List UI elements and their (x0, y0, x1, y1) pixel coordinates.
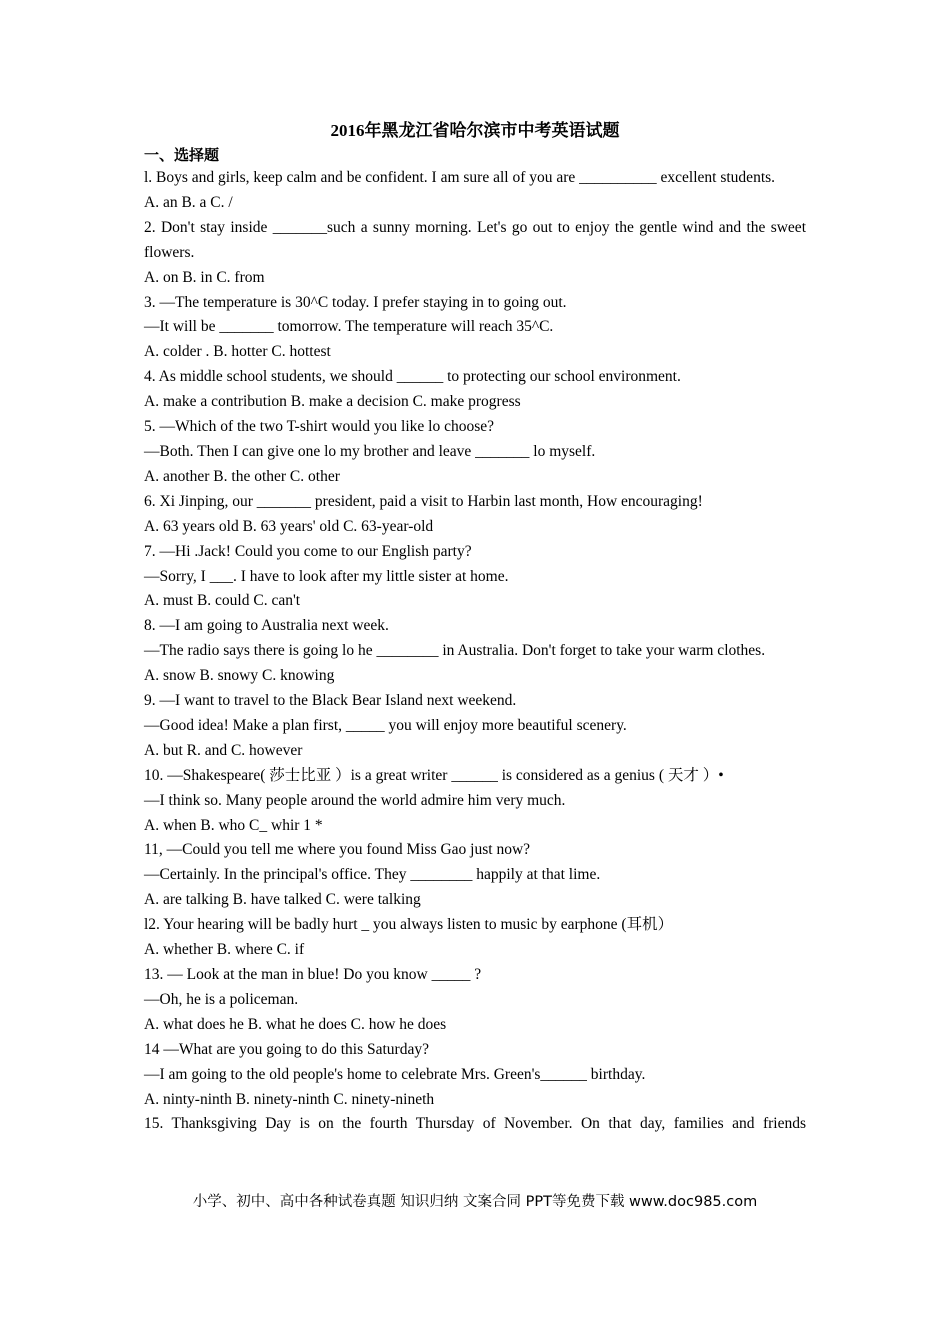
options-line: A. whether B. where C. if (144, 941, 305, 959)
options-line: A. an B. a C. / (144, 193, 233, 211)
section-heading: 一、选择题 (144, 148, 220, 164)
question-line: 6. Xi Jinping, our _______ president, paid a visit to Harbin last month, How encouraging! (144, 492, 703, 510)
question-line: 9. —I want to travel to the Black Bear Island next weekend. (144, 692, 517, 710)
question-line: —Good idea! Make a plan first, _____ you will enjoy more beautiful scenery. (144, 716, 627, 734)
page-title: 2016年黑龙江省哈尔滨市中考英语试题 (330, 121, 620, 140)
options-line: A. make a contribution B. make a decision C. make progress (144, 393, 521, 411)
question-line: l. Boys and girls, keep calm and be confident. I am sure all of you are __________ excellent students. (144, 169, 776, 186)
options-line: A. what does he B. what he does C. how he does (144, 1015, 447, 1033)
question-line: —Certainly. In the principal's office. They ________ happily at that lime. (144, 866, 601, 884)
question-line: 3. —The temperature is 30^C today. I prefer staying in to going out. (144, 293, 567, 311)
question-line: 8. —I am going to Australia next week. (144, 617, 389, 635)
question-line: 11, —Could you tell me where you found Miss Gao just now? (144, 841, 531, 859)
question-line: —Oh, he is a policeman. (144, 990, 299, 1008)
options-line: A. but R. and C. however (144, 741, 303, 759)
question-line: l2. Your hearing will be badly hurt _ you always listen to music by earphone (耳机） (144, 916, 674, 934)
question-line: 2. Don't stay inside _______such a sunny morning. Let's go out to enjoy the gentle wind and the sweet flowers. (144, 218, 806, 261)
options-line: A. when B. who C_ whir 1 * (144, 816, 323, 834)
options-line: A. are talking B. have talked C. were talking (144, 891, 421, 909)
question-line: 7. —Hi .Jack! Could you come to our English party? (144, 542, 472, 560)
options-line: A. another B. the other C. other (144, 467, 340, 485)
question-line: 13. — Look at the man in blue! Do you know _____ ? (144, 966, 482, 983)
question-line: 5. —Which of the two T-shirt would you like lo choose? (144, 418, 494, 436)
question-line: 4. As middle school students, we should ______ to protecting our school environment. (144, 368, 681, 386)
options-line: A. on B. in C. from (144, 268, 265, 286)
question-line: 14 —What are you going to do this Saturday? (144, 1040, 429, 1058)
question-line: —I am going to the old people's home to celebrate Mrs. Green's______ birthday. (144, 1065, 646, 1083)
options-line: A. snow B. snowy C. knowing (144, 667, 335, 685)
question-line: —Both. Then I can give one lo my brother and leave _______ lo myself. (144, 442, 596, 460)
question-line: —Sorry, I ___. I have to look after my little sister at home. (144, 567, 509, 585)
footer-banner: 小学、初中、高中各种试卷真题 知识归纳 文案合同 PPT等免费下载 www.doc985.com (192, 1194, 758, 1210)
options-line: A. 63 years old B. 63 years' old C. 63-year-old (144, 517, 434, 535)
question-line: —It will be _______ tomorrow. The temperature will reach 35^C. (144, 318, 554, 336)
options-line: A. must B. could C. can't (144, 592, 301, 610)
question-line: 15. Thanksgiving Day is on the fourth Thursday of November. On that day, families and friends (144, 1115, 806, 1133)
options-line: A. ninty-ninth B. ninety-ninth C. ninety-nineth (144, 1090, 435, 1108)
question-line: —I think so. Many people around the world admire him very much. (144, 791, 566, 809)
question-list (144, 166, 806, 1137)
options-line: A. colder . B. hotter C. hottest (144, 343, 331, 361)
question-line: 10. —Shakespeare( 莎士比亚 ）is a great writer ______ is considered as a genius ( 天才 ）• (144, 766, 724, 784)
question-line: —The radio says there is going lo he ________ in Australia. Don't forget to take your warm clothes. (144, 642, 766, 660)
